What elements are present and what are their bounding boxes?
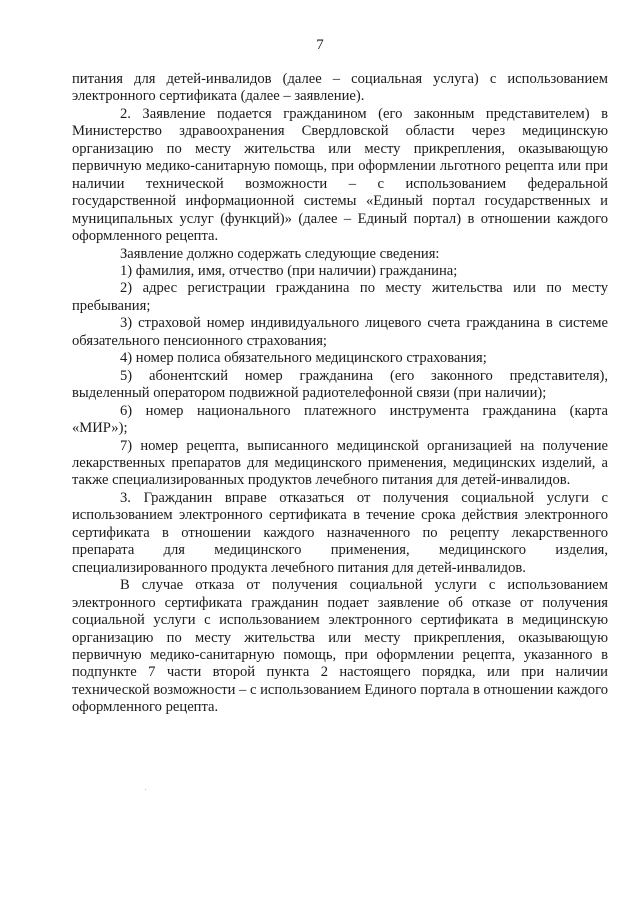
list-item-4: 4) номер полиса обязательного медицинского страхования; (120, 350, 487, 367)
page-number: 7 (316, 37, 324, 53)
paragraph-refusal: В случае отказа от получения социальной услуги с использованием электронного сертификата гражданин подает заявление об отказе от получения социальной услуги с использованием электронного сертификата в медицинскую организацию по месту жительства или месту прикрепления, оказывающую первичную медико-санитарную помощь, при оформлении рецепта, указанного в подпункте 7 части второй пункта 2 настоящего порядка, или при наличии технической возможности – с использованием Единого портала в отношении каждого оформленного рецепта. (72, 577, 608, 716)
paragraph-continuation: питания для детей-инвалидов (далее – социальная услуга) с использованием электронного сертификата (далее – заявление). (72, 71, 608, 105)
document-body (72, 71, 608, 717)
scan-speck (145, 789, 146, 790)
paragraph-item-2: 2. Заявление подается гражданином (его законным представителем) в Министерство здравоохранения Свердловской области через медицинскую организацию по месту жительства или месту прикрепления, оказывающую первичную медико-санитарную помощь, при оформлении льготного рецепта или при наличии технической возможности – с использованием федеральной государственной информационной системы «Единый портал государственных и муниципальных услуг (функций)» (далее – Единый портал) в отношении каждого оформленного рецепта. (72, 105, 608, 245)
paragraph-application-contents: Заявление должно содержать следующие сведения: (120, 245, 440, 262)
list-item-7: 7) номер рецепта, выписанного медицинской организацией на получение лекарственных препаратов для медицинского применения, медицинских изделий, а также специализированных продуктов лечебного питания для детей-инвалидов. (72, 437, 608, 489)
list-item-2: 2) адрес регистрации гражданина по месту жительства или по месту пребывания; (72, 280, 608, 314)
list-item-6: 6) номер национального платежного инструмента гражданина (карта «МИР»); (72, 402, 608, 437)
list-item-5: 5) абонентский номер гражданина (его законного представителя), выделенный оператором подвижной радиотелефонной связи (при наличии); (72, 367, 608, 402)
paragraph-item-3: 3. Гражданин вправе отказаться от получения социальной услуги с использованием электронного сертификата в течение срока действия электронного сертификата в отношении каждого назначенного по рецепту лекарственного препарата для медицинского применения, медицинского изделия, специализированного продукта лечебного питания для детей-инвалидов. (72, 489, 608, 576)
list-item-3: 3) страховой номер индивидуального лицевого счета гражданина в системе обязательного пенсионного страхования; (72, 315, 608, 349)
list-item-1: 1) фамилия, имя, отчество (при наличии) гражданина; (120, 262, 458, 279)
